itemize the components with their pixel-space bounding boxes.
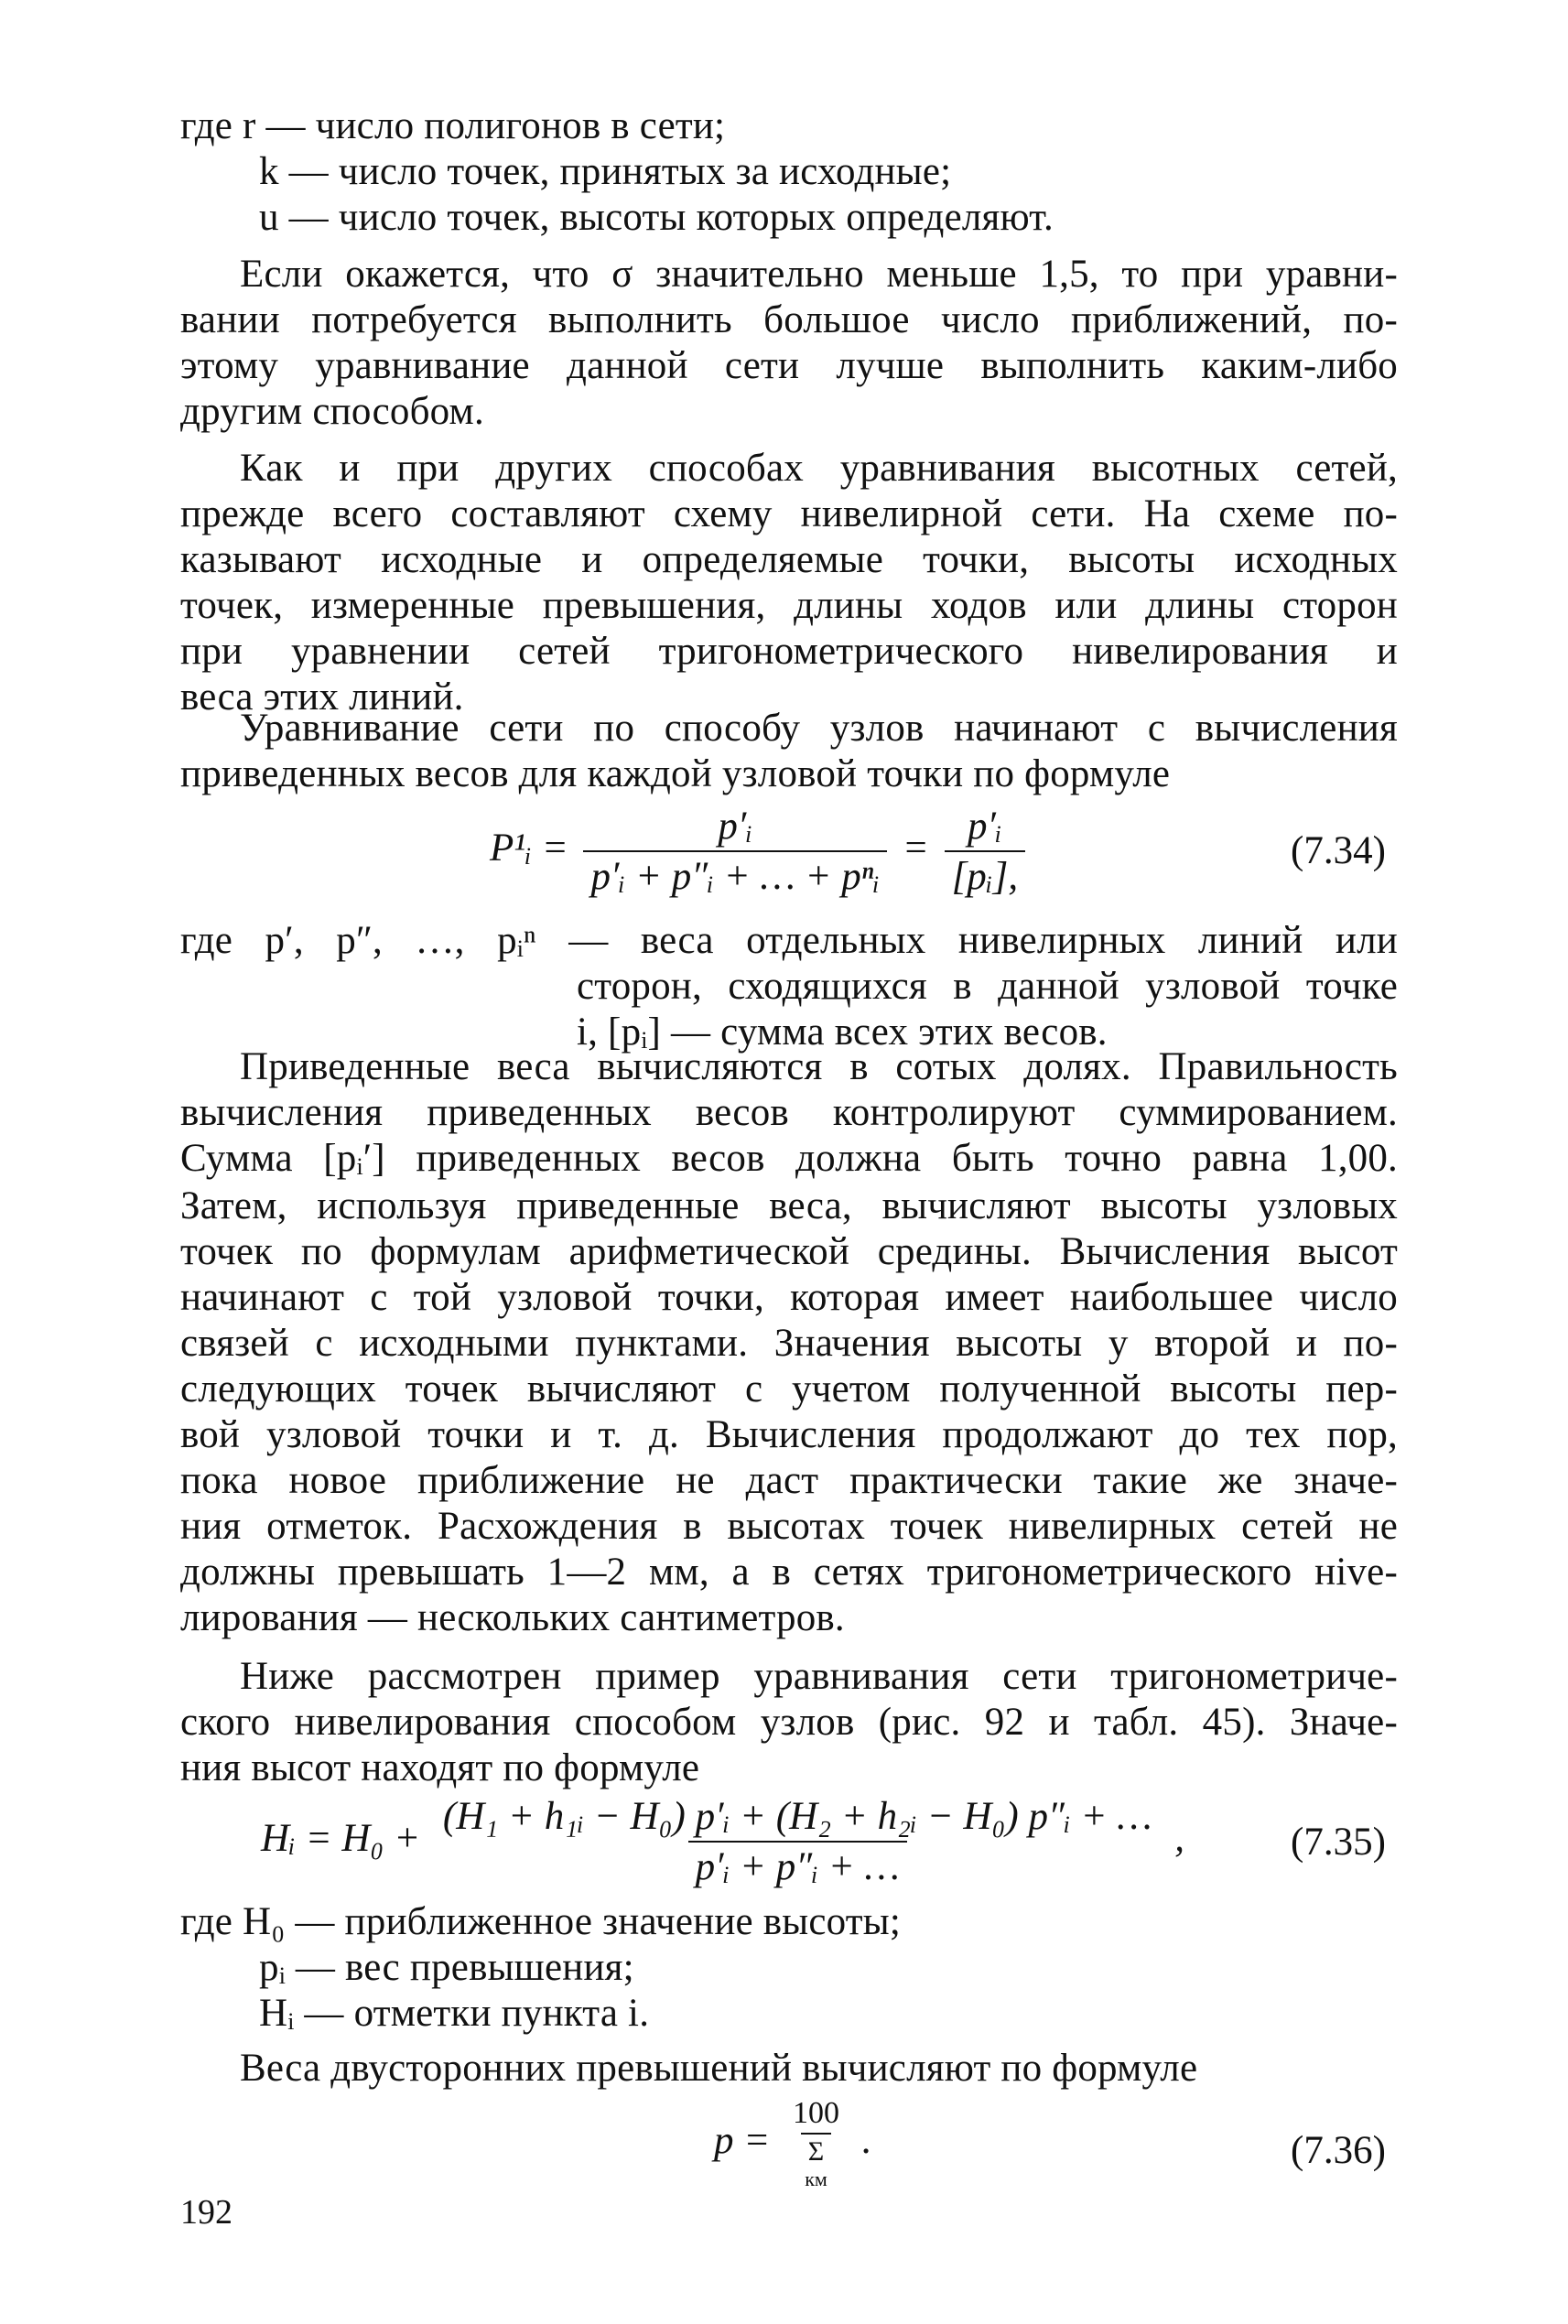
text-line: сторон, сходящихся в данной узловой точке [577,965,1398,1008]
text-line: ния отметок. Расхождения в высотах точек нивелирных сетей не [180,1505,1398,1548]
text-line: где H₀ — приближенное значение высоты; [180,1900,902,1943]
text-line: где r — число полигонов в сети; [180,104,726,147]
text-line: точек по формулам арифметической средины. Вычисления высот [180,1230,1398,1273]
text-line: связей с исходными пунктами. Значения высоты у второй и по- [180,1322,1398,1365]
text-line: Приведенные веса вычисляются в сотых долях. Правильность [240,1045,1398,1088]
formula-fraction [436,1794,1160,1889]
formula-denominator: Σ [801,2133,831,2167]
text-line: ния высот находят по формуле [180,1746,700,1789]
formula-lhs: P¹ᵢ = [490,826,568,870]
formula-7-36 [714,2096,872,2191]
text-line: Hᵢ — отметки пункта i. [259,1992,650,2035]
formula-lhs: p = [714,2118,771,2162]
text-line: пока новое приближение не даст практически такие же значе- [180,1459,1398,1502]
text-line: Сумма [pᵢ′] приведенных весов должна быть точно равна 1,00. [180,1137,1398,1180]
formula-numerator: (H₁ + h₁ᵢ − H₀) p′ᵢ + (H₂ + h₂ᵢ − H₀) p″ᵢ + … [442,1795,1152,1838]
formula-denominator: p′ᵢ + p″ᵢ + … [688,1841,907,1889]
formula-fraction [945,804,1026,899]
formula-numerator: 100 [793,2096,840,2130]
equation-number: (7.36) [1291,2129,1386,2172]
text-line: точек, измеренные превышения, длины ходов или длины сторон [180,584,1398,627]
formula-7-35 [261,1794,1184,1889]
text-line: прежде всего составляют схему нивелирной сети. На схеме по- [180,492,1398,535]
formula-fraction [785,2096,847,2191]
text-line: Как и при других способах уравнивания высотных сетей, [240,447,1398,490]
formula-denominator: [pᵢ], [945,850,1026,899]
equation-number: (7.35) [1291,1821,1386,1864]
text-line: вании потребуется выполнить большое число приближений, по- [180,298,1398,341]
formula-period: . [861,2118,872,2162]
text-line: Затем, используя приведенные веса, вычисляют высоты узловых [180,1184,1398,1227]
text-line: начинают с той узловой точки, которая имеет наибольшее число [180,1276,1398,1319]
text-line: i, [pᵢ] — сумма всех этих весов. [577,1011,1108,1054]
formula-lhs: Hᵢ = H₀ + [261,1816,421,1860]
text-line: k — число точек, принятых за исходные; [259,150,952,193]
text-line: вычисления приведенных весов контролируют суммированием. [180,1091,1398,1134]
page-number: 192 [180,2193,232,2232]
formula-7-34 [490,804,1031,899]
formula-unit: км [805,2167,827,2190]
text-line: Если окажется, что σ значительно меньше 1,5, то при уравни- [240,253,1398,296]
formula-equals: = [902,826,929,870]
formula-comma: , [1174,1816,1184,1860]
text-line: ского нивелирования способом узлов (рис. 92 и табл. 45). Значе- [180,1701,1398,1744]
text-line: при уравнении сетей тригонометрического нивелирования и [180,630,1398,673]
text-line: u — число точек, высоты которых определяют. [259,196,1054,239]
text-line: лирования — нескольких сантиметров. [180,1596,845,1639]
formula-numerator: p′ᵢ [967,805,1002,848]
formula-denominator: p′ᵢ + p″ᵢ + … + pⁿᵢ [583,850,887,899]
formula-fraction [583,804,887,899]
text-line: Веса двусторонних превышений вычисляют по формуле [240,2047,1198,2090]
text-line: Уравнивание сети по способу узлов начинают с вычисления [240,707,1398,750]
text-line: pᵢ — вес превышения; [259,1946,634,1989]
equation-number: (7.34) [1291,829,1386,872]
text-line: должны превышать 1—2 мм, а в сетях тригонометрического нive- [180,1551,1398,1594]
text-line: казывают исходные и определяемые точки, высоты исходных [180,538,1398,581]
text-line: другим способом. [180,390,484,433]
formula-numerator: p′ᵢ [718,805,753,848]
text-line: вой узловой точки и т. д. Вычисления продолжают до тех пор, [180,1413,1398,1456]
text-line: этому уравнивание данной сети лучше выполнить каким-либо [180,344,1398,387]
text-line: Ниже рассмотрен пример уравнивания сети тригонометриче- [240,1655,1398,1698]
text-line: где p′, p″, …, pᵢⁿ — веса отдельных нивелирных линий или [180,919,1398,962]
text-line: веса этих линий. [180,676,464,719]
text-line: приведенных весов для каждой узловой точки по формуле [180,752,1171,795]
text-line: следующих точек вычисляют с учетом полученной высоты пер- [180,1367,1398,1411]
